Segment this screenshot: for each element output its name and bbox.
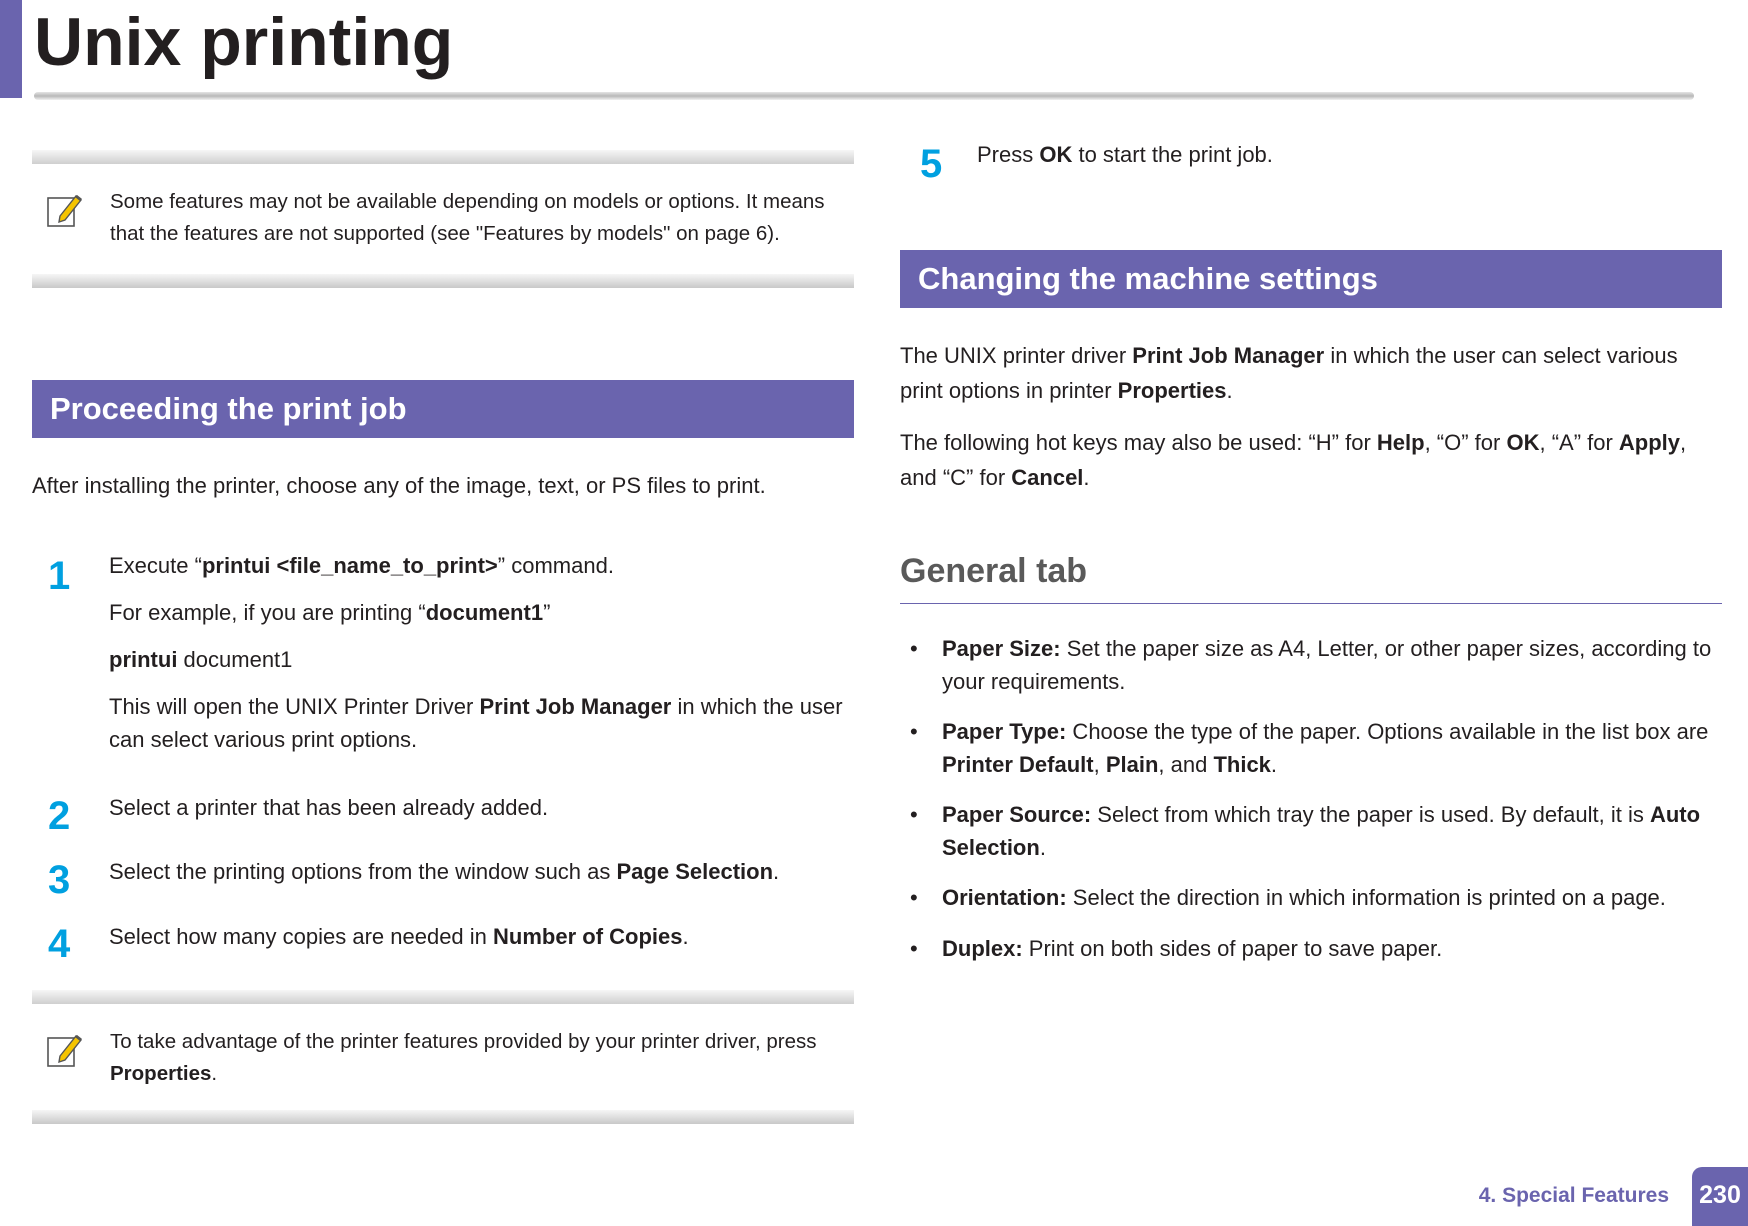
step-3-text: Select the printing options from the window such as Page Selection.	[109, 859, 780, 884]
section-heading-text: Proceeding the print job	[50, 391, 407, 426]
bullet-icon: •	[910, 802, 918, 827]
bullet-icon: •	[910, 936, 918, 961]
footer-chapter: 4. Special Features	[1478, 1184, 1669, 1207]
note-pencil-icon	[46, 1030, 84, 1068]
note-top-bar	[32, 150, 854, 164]
note-top-bar	[32, 990, 854, 1004]
bullet-icon: •	[910, 636, 918, 661]
bullet-paper-type: • Paper Type: Choose the type of the paper. Options available in the list box are Printer Default, Plain, and Thick.	[910, 715, 1722, 781]
bullet-paper-source: • Paper Source: Select from which tray the paper is used. By default, it is Auto Selection.	[910, 798, 1722, 864]
general-tab-divider	[900, 603, 1722, 604]
step-number-2: 2	[48, 794, 71, 838]
note-box-properties	[32, 990, 854, 1124]
bullet-orientation: • Orientation: Select the direction in which information is printed on a page.	[910, 881, 1722, 914]
step-1-line: Execute “printui <file_name_to_print>” command.	[109, 553, 614, 578]
bullet-icon: •	[910, 719, 918, 744]
step-number-4: 4	[48, 922, 71, 966]
section-intro: After installing the printer, choose any of the image, text, or PS files to print.	[32, 473, 766, 498]
step-2-text: Select a printer that has been already added.	[109, 795, 549, 820]
note-box-features	[32, 150, 854, 288]
step-number-3: 3	[48, 858, 71, 902]
bullet-icon: •	[910, 885, 918, 910]
step-1-command: printui document1	[109, 647, 293, 672]
settings-paragraph-1: The UNIX printer driver Print Job Manager in which the user can select various print options in printer Properties.	[900, 343, 1678, 403]
step-number-5: 5	[920, 142, 943, 186]
note-pencil-icon	[46, 190, 84, 228]
note-text: Some features may not be available depending on models or options. It means that the features are not supported (see "Features by models" on page 6).	[110, 190, 825, 245]
section-header-proceeding	[32, 380, 854, 438]
page-title: Unix printing	[34, 4, 454, 80]
step-1-example: For example, if you are printing “document1”	[109, 600, 551, 625]
general-tab-heading: General tab	[900, 552, 1088, 590]
page-number: 230	[1692, 1167, 1748, 1226]
settings-paragraph-hotkeys: The following hot keys may also be used: “H” for Help, “O” for OK, “A” for Apply, and “C” for Cancel.	[900, 430, 1687, 490]
step-1-text	[109, 549, 854, 756]
section-heading-text: Changing the machine settings	[918, 261, 1378, 296]
note-text: To take advantage of the printer features provided by your printer driver, press Properties.	[110, 1030, 817, 1085]
note-bottom-bar	[32, 1110, 854, 1124]
bullet-duplex: • Duplex: Print on both sides of paper to save paper.	[910, 932, 1722, 965]
note-body	[32, 1004, 854, 1110]
section-header-changing-settings	[900, 250, 1722, 308]
step-number-1: 1	[48, 554, 71, 598]
step-5-text: Press OK to start the print job.	[977, 142, 1273, 167]
step-1-description: This will open the UNIX Printer Driver Print Job Manager in which the user can select various print options.	[109, 694, 843, 752]
bullet-paper-size: • Paper Size: Set the paper size as A4, Letter, or other paper sizes, according to your requirements.	[910, 632, 1722, 698]
title-accent-bar	[0, 0, 22, 98]
note-bottom-bar	[32, 274, 854, 288]
note-body	[32, 164, 854, 274]
step-4-text: Select how many copies are needed in Number of Copies.	[109, 924, 689, 949]
title-divider	[34, 92, 1694, 100]
